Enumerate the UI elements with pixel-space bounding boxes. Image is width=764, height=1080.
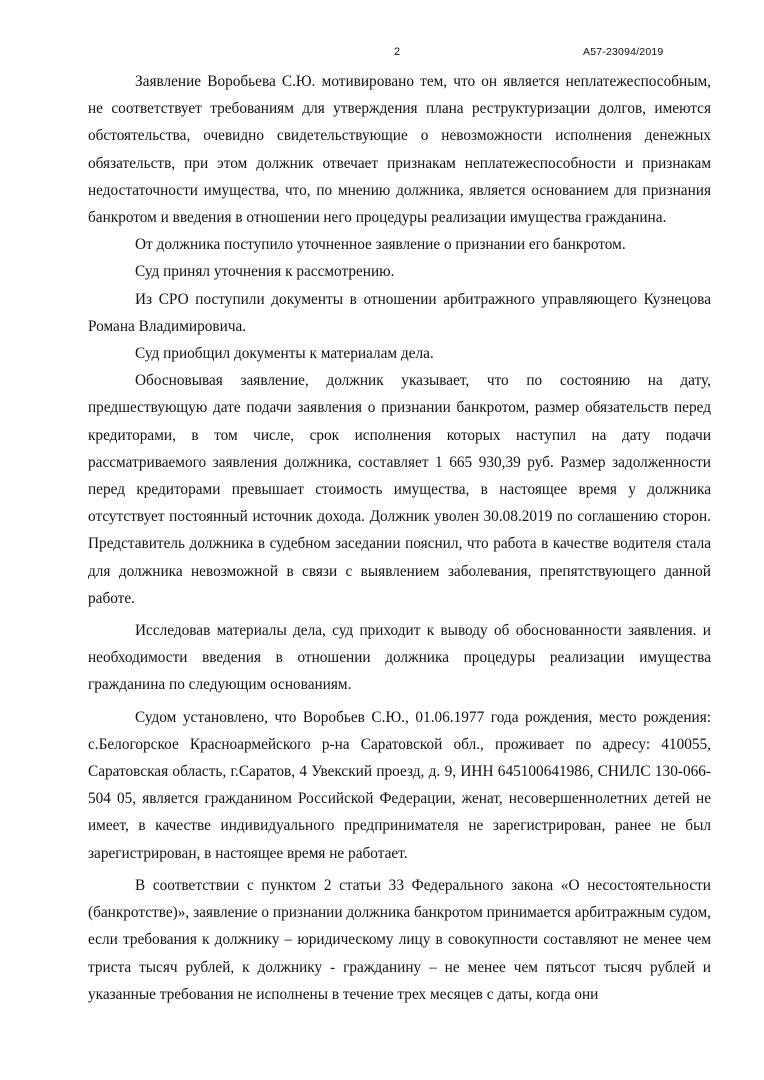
case-number: А57-23094/2019 (583, 46, 664, 58)
page-number: 2 (394, 46, 401, 58)
paragraph-court-conclusion: Исследовав материалы дела, суд приходит к выводу об обоснованности заявления. и необходимости введения в отношении должника процедуры реализации имущества гражданина по следующим основаниям. (88, 622, 711, 694)
paragraph-clarified-statement: От должника поступило уточненное заявление о признании его банкротом. (135, 236, 626, 254)
paragraph-law-reference: В соответствии с пунктом 2 статьи 33 Федерального закона «О несостоятельности (банкротстве)», заявление о признании должника банкротом принимается арбитражным судом, если требования к должнику – юридическому лицу в совокупности составляют не менее чем триста тысяч рублей, к должнику - гражданину – не менее чем пятьсот тысяч рублей и указанные требования не исполнены в течение трех месяцев с даты, когда они (88, 876, 711, 1003)
paragraph-debtor-obligations: Обосновывая заявление, должник указывает, что по состоянию на дату, предшествующую дате подачи заявления о признании банкротом, размер обязательств перед кредиторами, в том числе, срок исполнения которых наступил на дату подачи рассматриваемого заявления должника, составляет 1 665 930,39 руб. Размер задолженности перед кредиторами превышает стоимость имущества, в настоящее время у должника отсутствует постоянный источник дохода. Должник уволен 30.08.2019 по соглашению сторон. Представитель должника в судебном заседании пояснил, что работа в качестве водителя стала для должника невозможной в связи с выявлением заболевания, препятствующего данной работе. (88, 372, 711, 607)
paragraph-debtor-details: Судом установлено, что Воробьев С.Ю., 01.06.1977 года рождения, место рождения: с.Белогорское Красноармейского р-на Саратовской обл., проживает по адресу: 410055, Саратовская область, г.Саратов, 4 Увекский проезд, д. 9, ИНН 645100641986, СНИЛС 130-066-504 05, является гражданином Российской Федерации, женат, несовершеннолетних детей не имеет, в качестве индивидуального предпринимателя не зарегистрирован, ранее не был зарегистрирован, в настоящее время не работает. (88, 708, 711, 862)
paragraph-sro-documents: Из СРО поступили документы в отношении арбитражного управляющего Кузнецова Романа Владимировича. (88, 290, 711, 335)
paragraph-court-accepted: Суд принял уточнения к рассмотрению. (135, 263, 395, 281)
paragraph-statement-grounds: Заявление Воробьева С.Ю. мотивировано тем, что он является неплатежеспособным, не соответствует требованиям для утверждения плана реструктуризации долгов, имеются обстоятельства, очевидно свидетельствующие о невозможности исполнения денежных обязательств, при этом должник отвечает признакам неплатежеспособности и признакам недостаточности имущества, что, по мнению должника, является основанием для признания банкротом и введения в отношении него процедуры реализации имущества гражданина. (88, 73, 711, 227)
document-body (88, 68, 711, 1008)
paragraph-documents-attached: Суд приобщил документы к материалам дела. (135, 345, 434, 363)
